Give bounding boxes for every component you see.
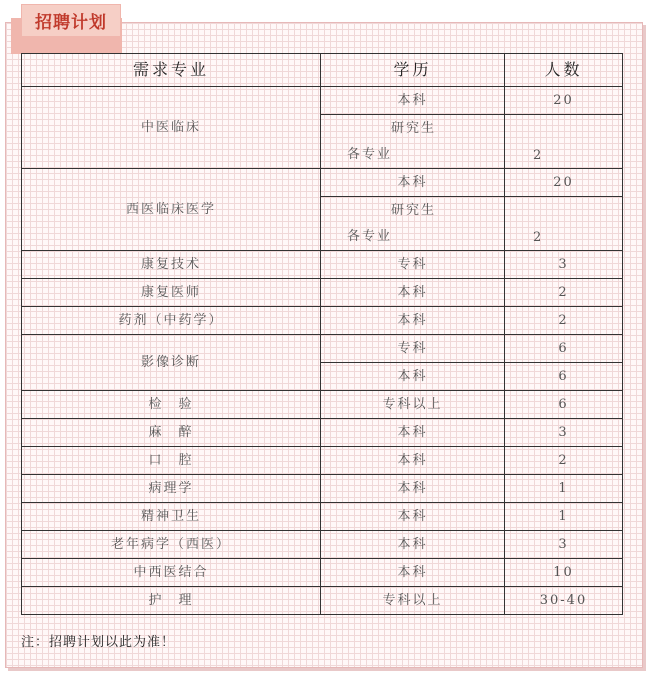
- title-tab: [21, 4, 121, 37]
- major-cell: 药剂（中药学）: [22, 307, 321, 335]
- major-cell: 康复医师: [22, 279, 321, 307]
- count-cell: 20: [505, 87, 623, 115]
- table-row: [22, 335, 623, 363]
- education-cell: 专科以上: [321, 587, 505, 615]
- major-cell: 护 理: [22, 587, 321, 615]
- education-cell: 本科: [321, 419, 505, 447]
- count-cell: 2: [505, 447, 623, 475]
- count-cell: 2: [533, 148, 544, 163]
- education-cell: 本科: [321, 307, 505, 335]
- table-row: [22, 87, 623, 115]
- education-cell: 各专业: [347, 229, 393, 244]
- table-row: [22, 391, 623, 419]
- header-major: 需求专业: [22, 54, 321, 87]
- count-cell: 20: [505, 169, 623, 197]
- education-cell: 本科: [321, 447, 505, 475]
- count-cell: 2: [505, 279, 623, 307]
- major-cell: 口 腔: [22, 447, 321, 475]
- table-row: [22, 279, 623, 307]
- education-cell: 本科: [321, 87, 505, 115]
- education-split-cell: [321, 197, 505, 251]
- table-row: [22, 419, 623, 447]
- education-cell: 本科: [321, 363, 505, 391]
- education-cell: 专科: [321, 335, 505, 363]
- page-title: 招聘计划: [35, 13, 107, 33]
- major-cell: 康复技术: [22, 251, 321, 279]
- table-row: [22, 531, 623, 559]
- education-cell: 本科: [321, 475, 505, 503]
- count-cell: 1: [505, 475, 623, 503]
- table-row: [22, 447, 623, 475]
- count-cell: 6: [505, 335, 623, 363]
- major-cell: 检 验: [22, 391, 321, 419]
- count-cell: 3: [505, 251, 623, 279]
- table-row: [22, 503, 623, 531]
- major-cell: 老年病学（西医）: [22, 531, 321, 559]
- major-cell: 西医临床医学: [22, 169, 321, 251]
- count-cell: 3: [505, 419, 623, 447]
- major-cell: 中医临床: [22, 87, 321, 169]
- recruitment-table: [21, 53, 623, 615]
- education-cell: 研究生: [391, 203, 437, 218]
- major-cell: 影像诊断: [22, 335, 321, 391]
- table-row: [22, 559, 623, 587]
- count-split-cell: [505, 115, 623, 169]
- major-cell: 精神卫生: [22, 503, 321, 531]
- count-cell: 10: [505, 559, 623, 587]
- table-row: [22, 587, 623, 615]
- count-cell: 30-40: [505, 587, 623, 615]
- major-cell: 麻 醉: [22, 419, 321, 447]
- count-cell: 2: [533, 230, 544, 245]
- education-cell: 专科以上: [321, 391, 505, 419]
- major-cell: 病理学: [22, 475, 321, 503]
- count-cell: 3: [505, 531, 623, 559]
- count-cell: 6: [505, 363, 623, 391]
- education-cell: 本科: [321, 279, 505, 307]
- education-cell: 本科: [321, 503, 505, 531]
- count-split-cell: [505, 197, 623, 251]
- education-cell: 专科: [321, 251, 505, 279]
- header-count: 人数: [505, 54, 623, 87]
- count-cell: 2: [505, 307, 623, 335]
- major-cell: 中西医结合: [22, 559, 321, 587]
- education-cell: 本科: [321, 559, 505, 587]
- count-cell: 6: [505, 391, 623, 419]
- education-cell: 本科: [321, 531, 505, 559]
- education-split-cell: [321, 115, 505, 169]
- table-header-row: [22, 54, 623, 87]
- header-education: 学历: [321, 54, 505, 87]
- table-row: [22, 307, 623, 335]
- education-cell: 本科: [321, 169, 505, 197]
- table-row: [22, 251, 623, 279]
- footnote: 注：招聘计划以此为准！: [21, 635, 176, 650]
- table-row: [22, 475, 623, 503]
- education-cell: 各专业: [347, 147, 393, 162]
- table-row: [22, 169, 623, 197]
- count-cell: 1: [505, 503, 623, 531]
- education-cell: 研究生: [391, 121, 437, 136]
